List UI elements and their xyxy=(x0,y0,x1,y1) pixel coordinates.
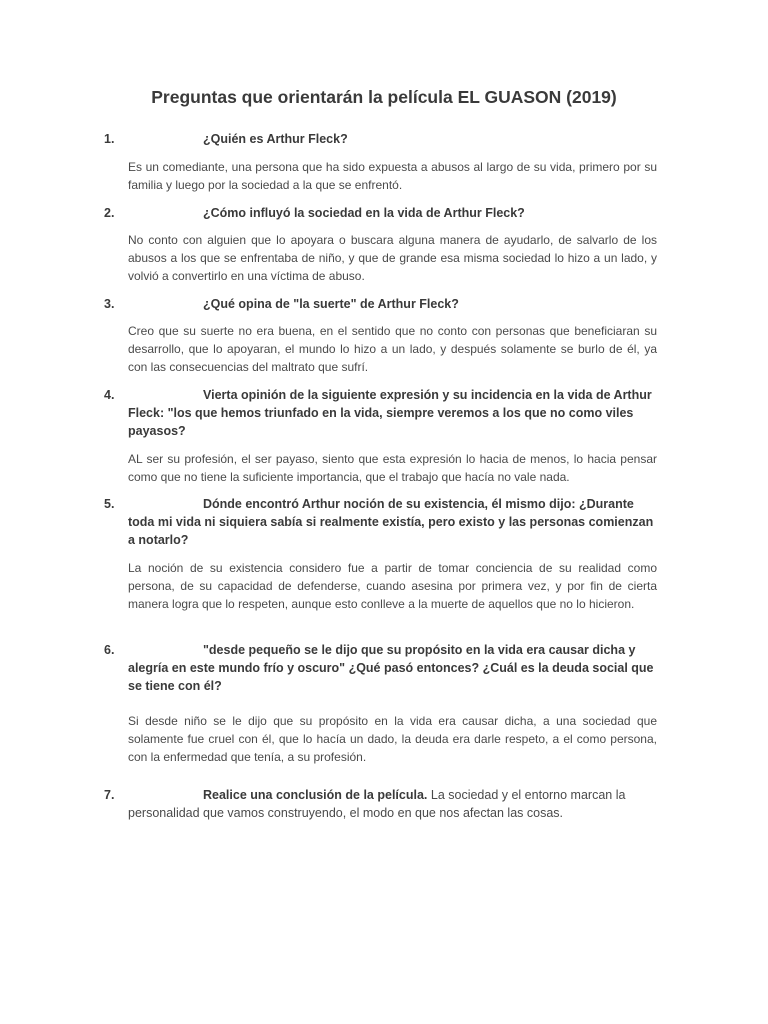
answer-2: No conto con alguien que lo apoyara o buscara alguna manera de ayudarlo, de salvarlo de los abusos a los que se enfrentaba de niño, y que de grande esa misma sociedad lo hizo a un lado, y volvió a convertirlo en una víctima de abuso. xyxy=(128,233,657,283)
question-number: 6. xyxy=(104,643,115,657)
question-text: Dónde encontró Arthur noción de su existencia, él mismo dijo: ¿Durante toda mi vida ni siquiera sabía si realmente existía, pero existo y las personas comienzan a notarlo? xyxy=(128,497,654,547)
question-7 xyxy=(104,786,657,822)
question-1 xyxy=(104,130,657,148)
answer-5: La noción de su existencia considero fue a partir de tomar conciencia de su realidad como persona, de su capacidad de defenderse, cuando asesina por primera vez, y por fin de cierta manera logra que lo respeten, aunque esto conlleve a la muerte de aquellos que no lo hicieron. xyxy=(128,561,657,611)
answer-1: Es un comediante, una persona que ha sido expuesta a abusos al largo de su vida, primero por su familia y luego por la sociedad a la que se enfrentó. xyxy=(128,160,657,192)
answer-3: Creo que su suerte no era buena, en el sentido que no conto con personas que beneficiaran su desarrollo, que lo apoyaran, el mundo lo hizo a un lado, y después solamente se burlo de él, ya con las consecuencias del maltrato que sufrí. xyxy=(128,324,657,374)
question-4 xyxy=(104,386,657,440)
answer-4: AL ser su profesión, el ser payaso, siento que esta expresión lo hacia de menos, lo hacia pensar como que no tiene la suficiente importancia, que el trabajo que hacía no vale nada. xyxy=(128,452,657,484)
question-number: 2. xyxy=(104,206,115,220)
question-5 xyxy=(104,495,657,549)
answer-7: La sociedad y el entorno marcan la personalidad que vamos construyendo, el modo en que nos afectan las cosas. xyxy=(128,788,626,820)
answer-6: Si desde niño se le dijo que su propósito en la vida era causar dicha, a una sociedad que solamente fue cruel con él, que lo hacía un dado, la deuda era darle respeto, a el como persona, con la enfermedad que tenía, a su profesión. xyxy=(128,714,657,764)
question-text: ¿Qué opina de "la suerte" de Arthur Fleck? xyxy=(203,297,459,311)
question-number: 7. xyxy=(104,788,115,802)
question-number: 3. xyxy=(104,297,115,311)
question-text: Vierta opinión de la siguiente expresión y su incidencia en la vida de Arthur Fleck: "los que hemos triunfado en la vida, siempre veremos a los que no como viles payasos? xyxy=(128,388,652,438)
question-6 xyxy=(104,641,657,695)
question-text-bold: Realice una conclusión de la película. xyxy=(203,788,428,802)
question-number: 4. xyxy=(104,388,115,402)
question-number: 1. xyxy=(104,132,115,146)
question-text: ¿Quién es Arthur Fleck? xyxy=(203,132,348,146)
question-3 xyxy=(104,295,657,313)
page-title: Preguntas que orientarán la película EL GUASON (2019) xyxy=(151,87,617,107)
question-text xyxy=(128,786,657,822)
question-number: 5. xyxy=(104,497,115,511)
question-text: "desde pequeño se le dijo que su propósito en la vida era causar dicha y alegría en este mundo frío y oscuro" ¿Qué pasó entonces? ¿Cuál es la deuda social que se tiene con él? xyxy=(128,643,654,693)
question-2 xyxy=(104,204,657,222)
question-text: ¿Cómo influyó la sociedad en la vida de Arthur Fleck? xyxy=(203,206,525,220)
